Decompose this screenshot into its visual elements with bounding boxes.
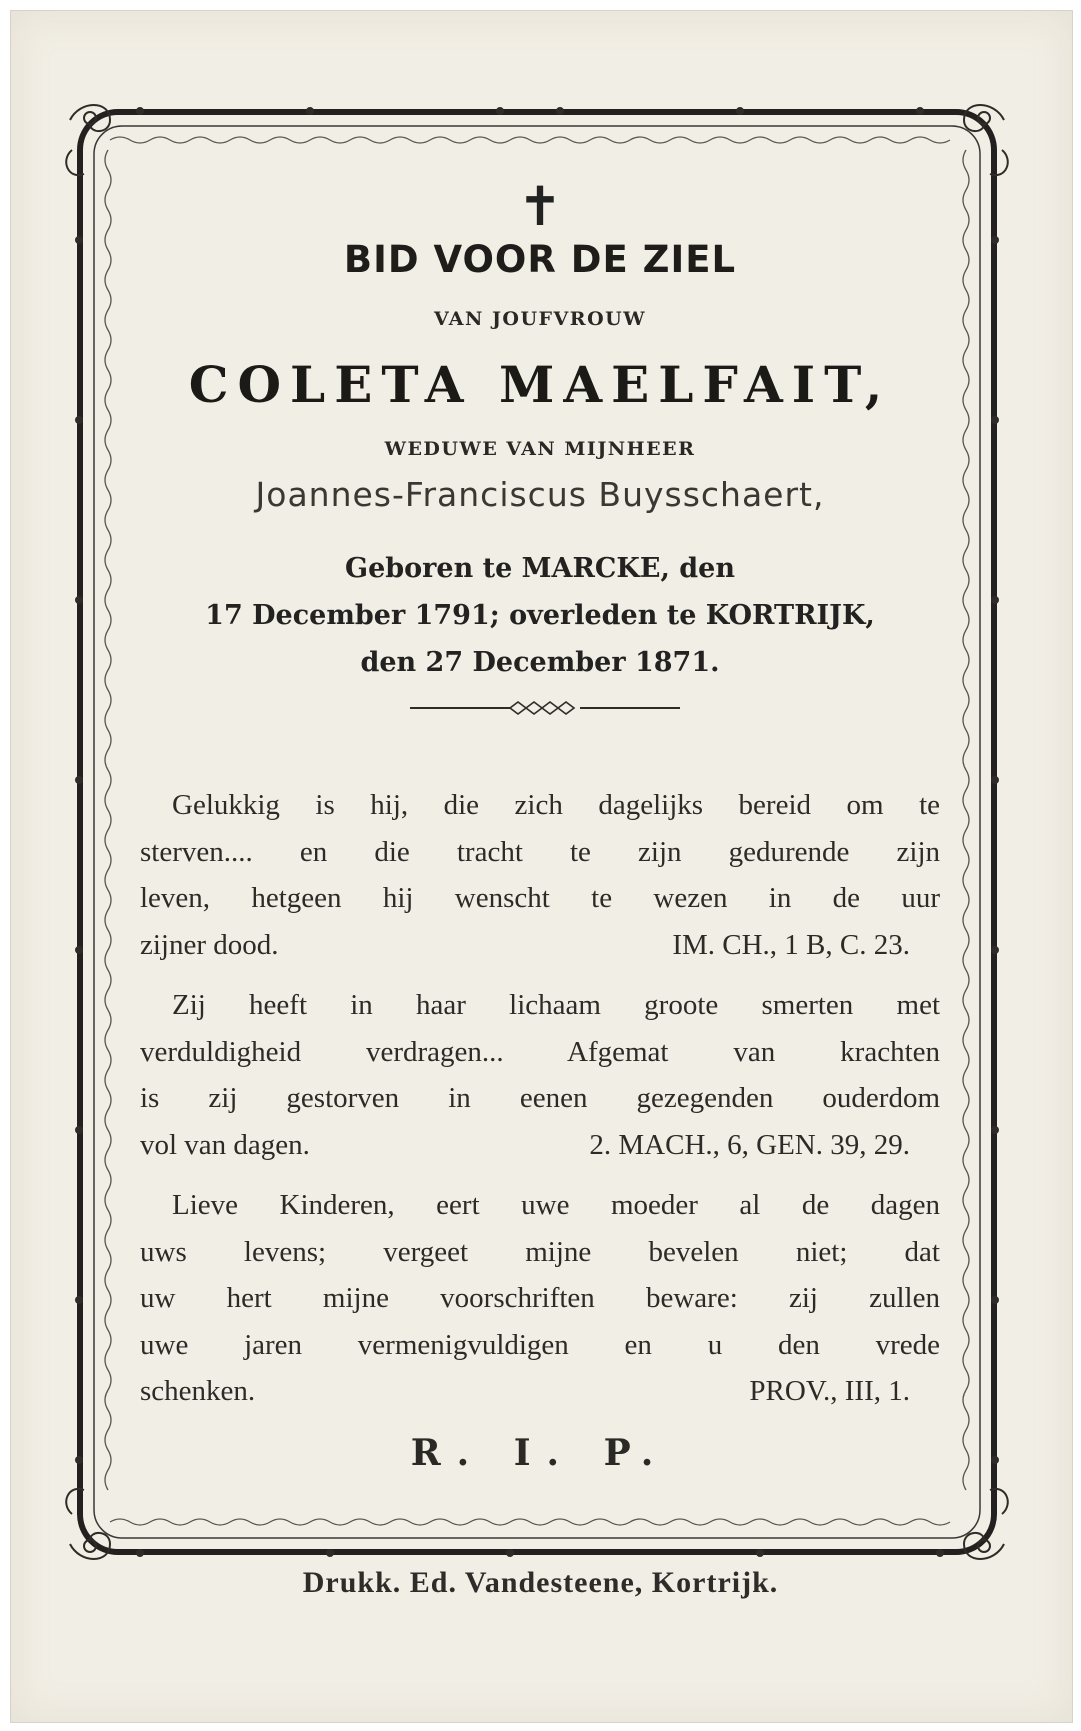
scripture-reference: IM. CH., 1 B, C. 23. — [672, 928, 910, 961]
paragraph-3 — [140, 1182, 940, 1415]
paragraph-line: is zij gestorven in eenen gezegenden ouderdom — [140, 1082, 940, 1114]
widow-of: WEDUWE VAN MIJNHEER — [384, 438, 696, 460]
cross-icon: ✝ — [517, 175, 563, 238]
scripture-reference: PROV., III, 1. — [749, 1375, 910, 1407]
paragraph-last-text: schenken. — [140, 1375, 256, 1407]
paragraph-2 — [140, 982, 940, 1168]
birth-death-line: 17 December 1791; overleden te KORTRIJK, — [205, 600, 875, 631]
scripture-reference: 2. MACH., 6, GEN. 39, 29. — [589, 1128, 910, 1161]
death-date-line: den 27 December 1871. — [360, 647, 720, 678]
husband-name: Joannes-Franciscus Buysschaert, — [255, 475, 825, 514]
paragraph-line: uws levens; vergeet mijne bevelen niet; dat — [140, 1235, 940, 1268]
paragraph-last-line — [140, 1122, 940, 1169]
paragraph-line: Zij heeft in haar lichaam groote smerten met — [172, 989, 940, 1021]
ornamental-divider — [410, 698, 680, 718]
paragraph-line: Gelukkig is hij, die zich dagelijks bereid om te — [172, 789, 940, 821]
printer-imprint: Drukk. Ed. Vandesteene, Kortrijk. — [302, 1566, 779, 1599]
paragraph-line: verduldigheid verdragen... Afgemat van krachten — [140, 1035, 940, 1068]
paragraph-line: uw hert mijne voorschriften beware: zij zullen — [140, 1282, 940, 1314]
card-title: BID VOOR DE ZIEL — [343, 238, 737, 281]
subtitle: VAN JOUFVROUW — [433, 308, 647, 330]
paragraph-last-line — [140, 1368, 940, 1415]
paragraph-1 — [140, 782, 940, 968]
paragraph-line: Lieve Kinderen, eert uwe moeder al de dagen — [172, 1189, 940, 1221]
deceased-name: COLETA MAELFAIT, — [188, 355, 892, 414]
birth-line: Geboren te MARCKE, den — [345, 553, 735, 584]
paragraph-last-line — [140, 922, 940, 969]
paragraph-line: uwe jaren vermenigvuldigen en u den vrede — [140, 1328, 940, 1361]
paragraph-last-text: vol van dagen. — [140, 1128, 310, 1161]
life-dates — [125, 545, 955, 686]
rip-text: R. I. P. — [410, 1432, 670, 1474]
paragraph-last-text: zijner dood. — [140, 928, 279, 961]
paragraph-line: sterven.... en die tracht te zijn gedurende zijn — [140, 835, 940, 868]
paragraph-line: leven, hetgeen hij wenscht te wezen in de uur — [140, 882, 940, 914]
